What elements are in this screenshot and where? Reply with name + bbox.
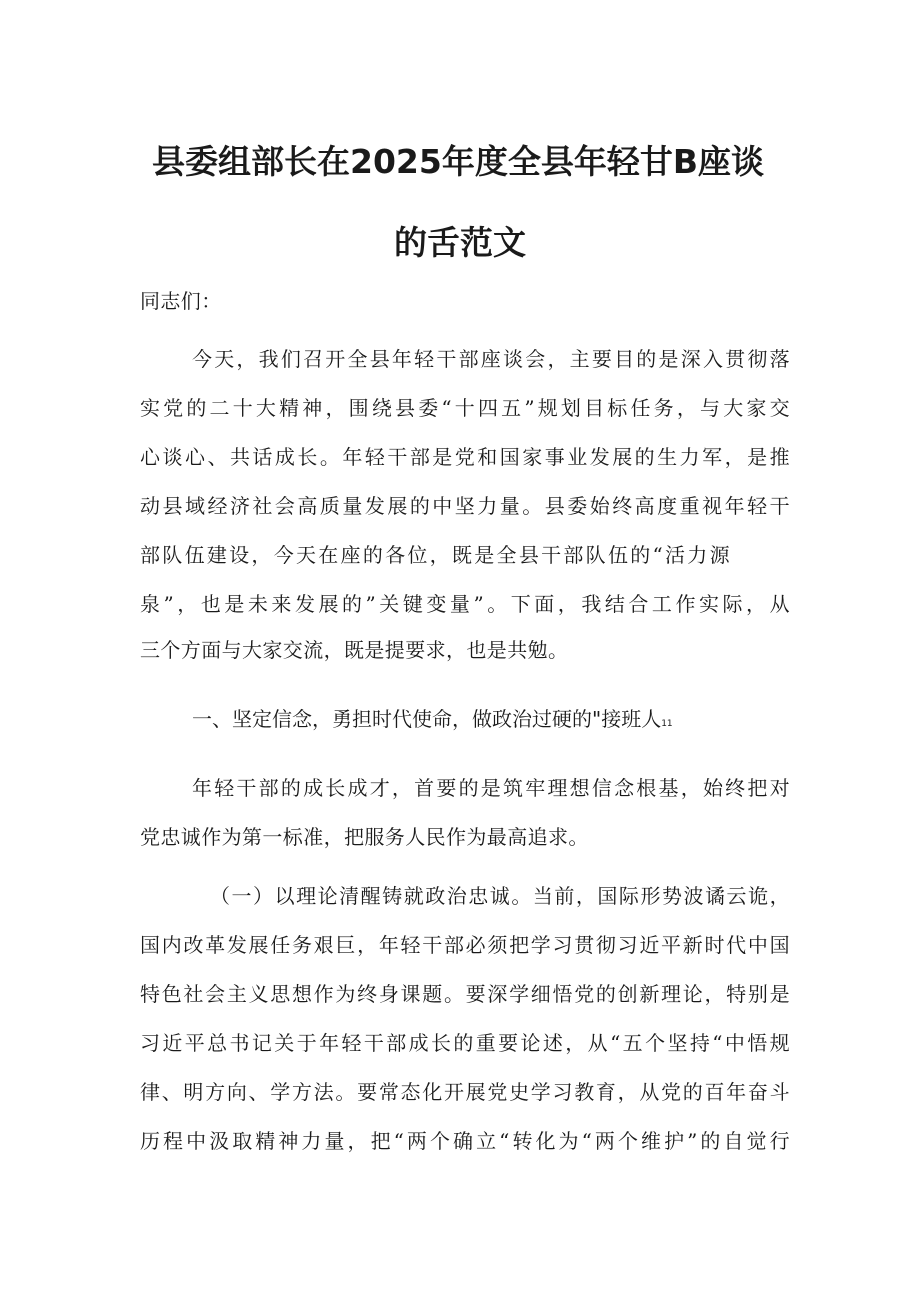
intro-line: 泉”，也是未来发展的”关键变量”。下面，我结合工作实际，从	[140, 592, 790, 616]
intro-line: 心谈心、共话成长。年轻干部是党和国家事业发展的生力军，是推	[140, 445, 790, 469]
document-title-line-2: 的舌范文	[394, 223, 526, 262]
section-lead-line: 年轻干部的成长成才，首要的是筑牢理想信念根基，始终把对	[192, 776, 790, 800]
intro-line: 部队伍建设，今天在座的各位，既是全县干部队伍的“活力源	[140, 543, 730, 567]
intro-line: 实党的二十大精神，围绕县委“十四五”规划目标任务，与大家交	[140, 396, 790, 420]
section-heading-text: 一、坚定信念，勇担时代使命，做政治过硬的"接班人	[192, 707, 662, 731]
section-heading-tail: 11	[661, 719, 673, 729]
intro-line: 三个方面与大家交流，既是提要求，也是共勉。	[140, 638, 569, 662]
point-line: 习近平总书记关于年轻干部成长的重要论述，从“五个坚持“中悟规	[140, 1031, 790, 1055]
point-line: 国内改革发展任务艰巨，年轻干部必须把学习贯彻习近平新时代中国	[140, 933, 790, 957]
section-heading	[192, 705, 673, 738]
point-line: 律、明方向、学方法。要常态化开展党史学习教育，从党的百年奋斗	[140, 1080, 790, 1104]
intro-line: 动县域经济社会高质量发展的中坚力量。县委始终高度重视年轻干	[140, 494, 790, 518]
point-line: 历程中汲取精神力量，把“两个确立“转化为“两个维护”的自觉行	[140, 1129, 790, 1153]
salutation: 同志们：	[140, 289, 222, 313]
section-lead-line: 党忠诚作为第一标准，把服务人民作为最高追求。	[140, 825, 589, 849]
point-line: 特色社会主义思想作为终身课题。要深学细悟党的创新理论，特别是	[140, 982, 790, 1006]
point-line: （一）以理论清醒铸就政治忠诚。当前，国际形势波谲云诡，	[210, 884, 790, 908]
document-title-line-1: 县委组部长在2025年度全县年轻甘B座谈	[152, 142, 764, 181]
intro-line: 今天，我们召开全县年轻干部座谈会，主要目的是深入贯彻落	[192, 347, 790, 371]
